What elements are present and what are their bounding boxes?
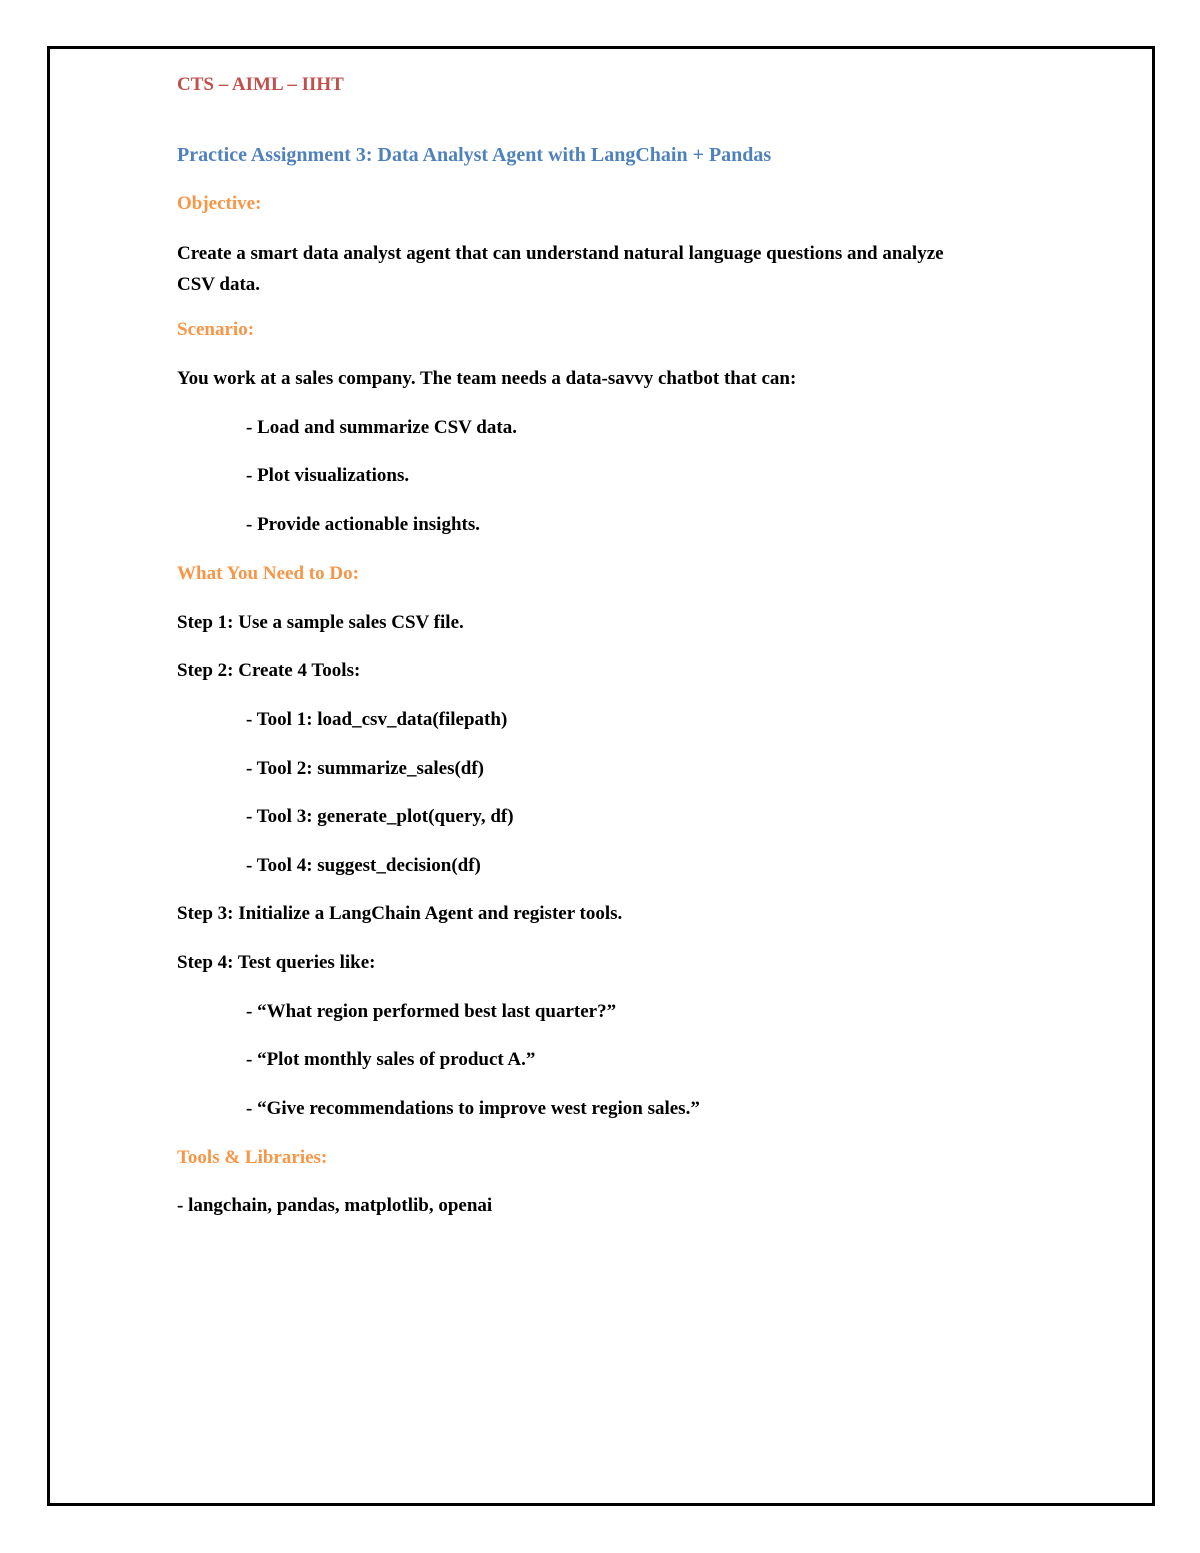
- tool-item: - Tool 4: suggest_decision(df): [246, 855, 481, 876]
- query-item: - “Plot monthly sales of product A.”: [246, 1049, 536, 1070]
- scenario-item: - Plot visualizations.: [246, 465, 410, 486]
- step-2: Step 2: Create 4 Tools:: [177, 660, 361, 681]
- scenario-item: - Load and summarize CSV data.: [246, 417, 517, 438]
- query-item: - “What region performed best last quarter?”: [246, 1001, 617, 1022]
- scenario-heading: Scenario:: [177, 319, 255, 340]
- assignment-title: Practice Assignment 3: Data Analyst Agent with LangChain + Pandas: [177, 144, 772, 166]
- tool-item: - Tool 2: summarize_sales(df): [246, 758, 485, 779]
- tool-item: - Tool 1: load_csv_data(filepath): [246, 709, 508, 730]
- step-3: Step 3: Initialize a LangChain Agent and register tools.: [177, 903, 623, 924]
- course-code-header: CTS – AIML – IIHT: [177, 74, 344, 95]
- tools-libraries-text: - langchain, pandas, matplotlib, openai: [177, 1195, 493, 1216]
- scenario-item: - Provide actionable insights.: [246, 514, 480, 535]
- objective-text: Create a smart data analyst agent that can understand natural language questions and analyze CSV data.: [177, 243, 944, 295]
- objective-heading: Objective:: [177, 193, 262, 214]
- tools-libraries-heading: Tools & Libraries:: [177, 1147, 328, 1168]
- step-4: Step 4: Test queries like:: [177, 952, 376, 973]
- step-1: Step 1: Use a sample sales CSV file.: [177, 612, 464, 633]
- tool-item: - Tool 3: generate_plot(query, df): [246, 806, 514, 827]
- query-item: - “Give recommendations to improve west region sales.”: [246, 1098, 700, 1119]
- scenario-intro: You work at a sales company. The team needs a data-savvy chatbot that can:: [177, 368, 797, 389]
- what-to-do-heading: What You Need to Do:: [177, 563, 359, 584]
